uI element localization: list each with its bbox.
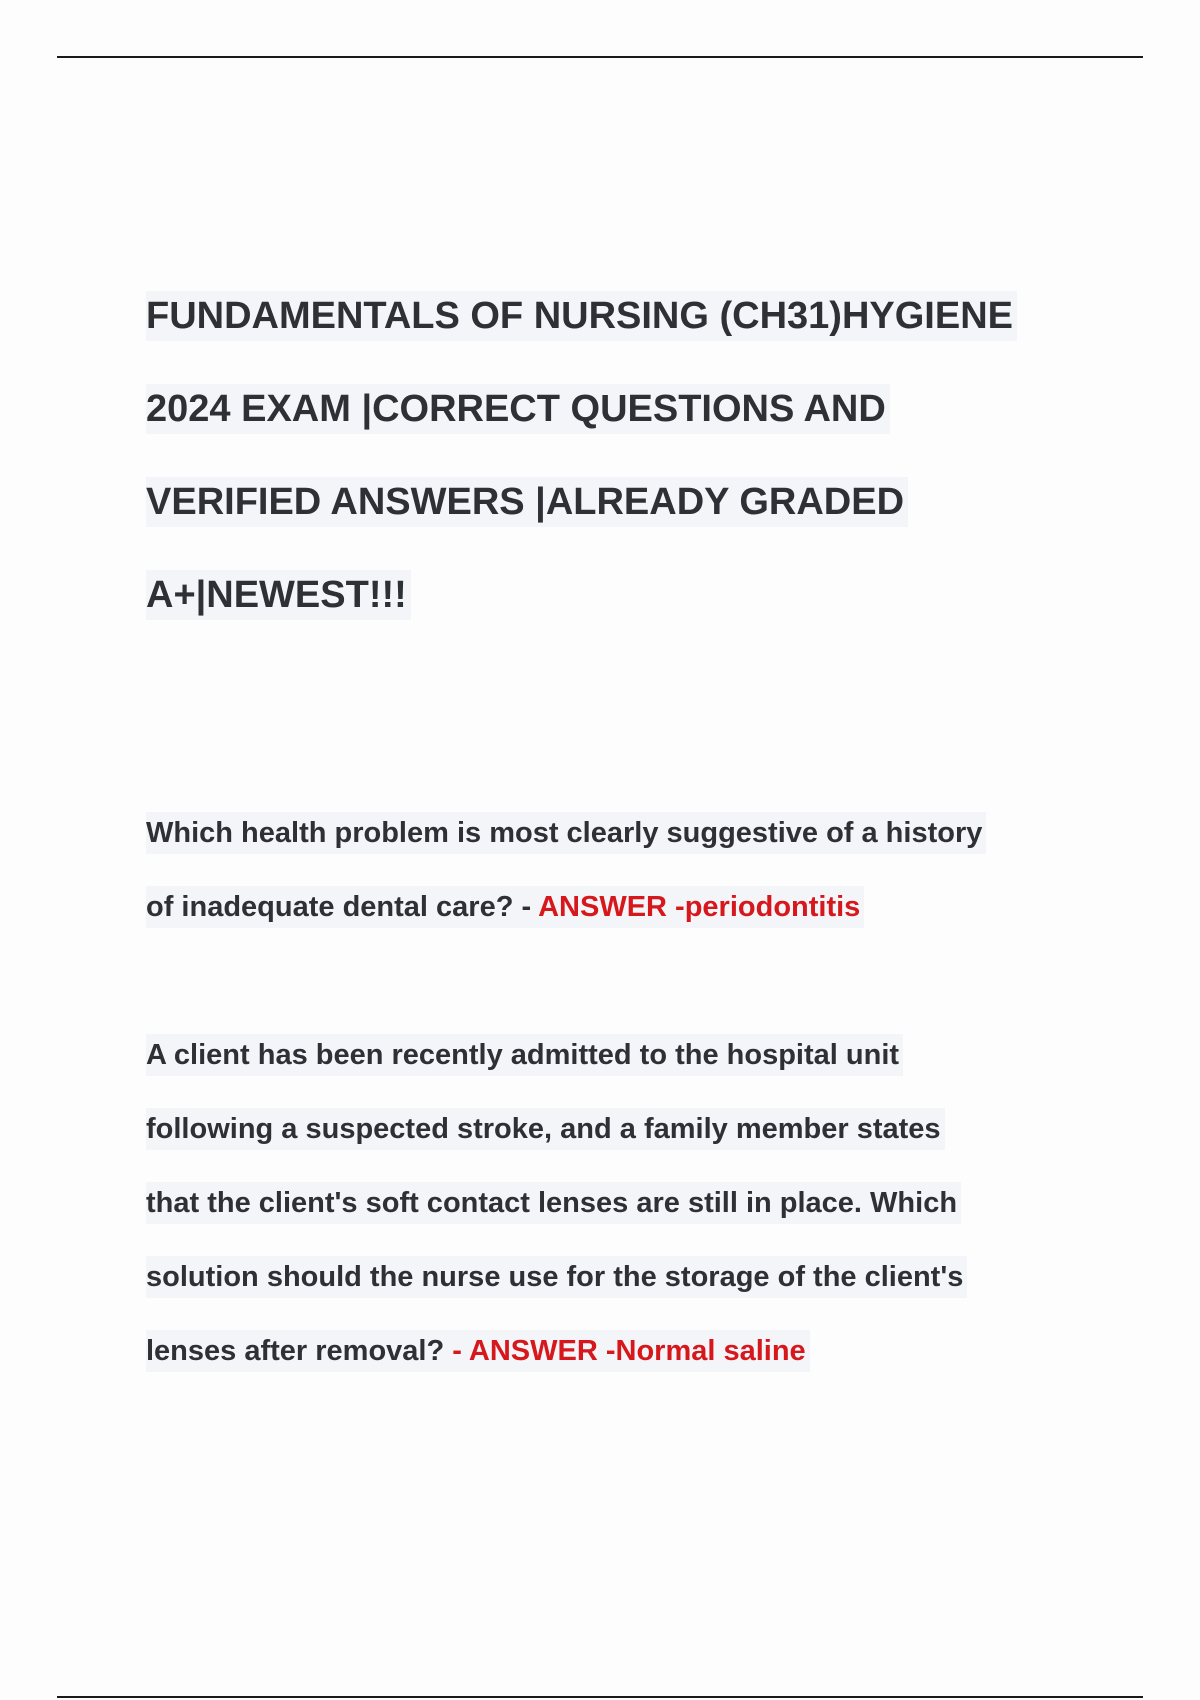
question-2-text-end: lenses after removal? xyxy=(146,1335,453,1367)
footer-rule xyxy=(57,1696,1143,1698)
question-2-line-1: A client has been recently admitted to the hospital unit xyxy=(146,1034,903,1076)
question-2-line-2: following a suspected stroke, and a family member states xyxy=(146,1108,945,1150)
header-rule xyxy=(57,56,1143,58)
question-2-line-3: that the client's soft contact lenses are still in place. Which xyxy=(146,1182,961,1224)
answer-1: ANSWER -periodontitis xyxy=(538,891,861,923)
document-title xyxy=(146,291,1106,663)
question-1-last-line xyxy=(146,886,864,928)
title-line-4: A+|NEWEST!!! xyxy=(146,570,411,620)
question-1-line-1: Which health problem is most clearly suggestive of a history xyxy=(146,812,986,854)
question-block-1 xyxy=(146,812,1106,960)
title-line-3: VERIFIED ANSWERS |ALREADY GRADED xyxy=(146,477,908,527)
title-line-2: 2024 EXAM |CORRECT QUESTIONS AND xyxy=(146,384,890,434)
question-2-line-4: solution should the nurse use for the storage of the client's xyxy=(146,1256,967,1298)
question-1-text-end: of inadequate dental care? - xyxy=(146,891,539,923)
title-line-1: FUNDAMENTALS OF NURSING (CH31)HYGIENE xyxy=(146,291,1017,341)
question-2-last-line xyxy=(146,1330,810,1372)
question-block-2 xyxy=(146,1034,1106,1404)
answer-2: - ANSWER -Normal saline xyxy=(452,1335,806,1367)
